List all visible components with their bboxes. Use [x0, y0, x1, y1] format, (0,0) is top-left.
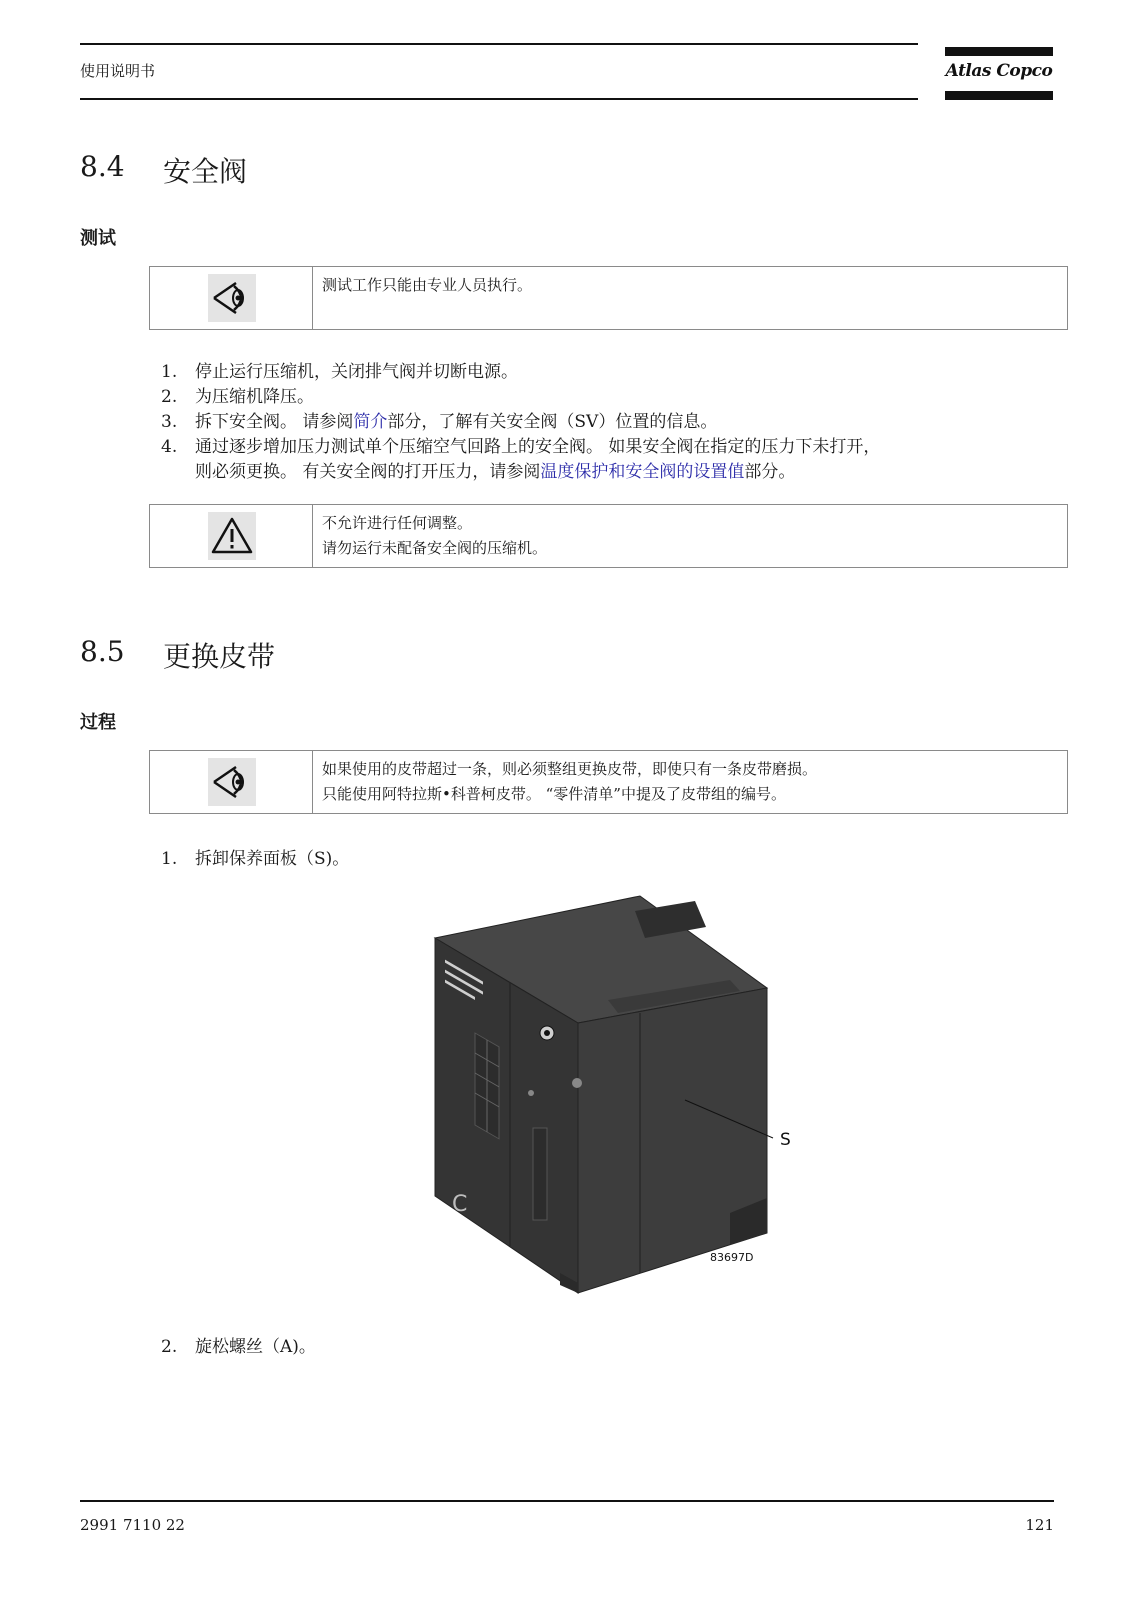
warning-box	[149, 504, 1068, 568]
steps-list	[161, 360, 880, 485]
section-number: 8.4	[80, 150, 125, 183]
subheading: 过程	[80, 712, 116, 733]
list-item: 2. 为压缩机降压。	[161, 387, 314, 407]
section-title: 更换皮带	[163, 640, 276, 673]
warning-triangle-icon	[208, 512, 256, 560]
note-text: 测试工作只能由专业人员执行。	[322, 276, 533, 294]
list-item: 3. 拆下安全阀。 请参阅简介部分，了解有关安全阀（SV）位置的信息。	[161, 412, 718, 432]
figure-callout-s: S	[780, 1130, 791, 1150]
list-item: 1. 拆卸保养面板（S)。	[161, 849, 350, 869]
subheading: 测试	[80, 228, 116, 249]
page-number: 121	[1025, 1516, 1054, 1534]
document-title: 使用说明书	[80, 62, 156, 80]
list-item: 4. 通过逐步增加压力测试单个压缩空气回路上的安全阀。 如果安全阀在指定的压力下未打开， 则必须更换。 有关安全阀的打开压力，请参阅温度保护和安全阀的设置值部分。	[161, 437, 881, 482]
document-number: 2991 7110 22	[80, 1516, 185, 1534]
note-box	[149, 750, 1068, 814]
figure-code: 83697D	[710, 1251, 754, 1264]
header-rule-top	[80, 43, 918, 45]
section-number: 8.5	[80, 635, 125, 668]
note-text: 如果使用的皮带超过一条，则必须整组更换皮带，即使只有一条皮带磨损。	[322, 760, 818, 778]
compressor-figure	[430, 893, 820, 1328]
steps-list	[161, 1335, 316, 1360]
eye-caution-icon	[208, 274, 256, 322]
eye-caution-icon	[208, 758, 256, 806]
note-text: 只能使用阿特拉斯•科普柯皮带。 “零件清单”中提及了皮带组的编号。	[322, 785, 786, 803]
warning-text: 请勿运行未配备安全阀的压缩机。	[322, 539, 548, 557]
note-box	[149, 266, 1068, 330]
link-settings[interactable]: 温度保护和安全阀的设置值	[540, 462, 745, 482]
atlas-copco-logo	[945, 47, 1053, 101]
section-title: 安全阀	[163, 155, 248, 188]
svg-text:C: C	[452, 1192, 468, 1217]
header-rule-bottom	[80, 98, 918, 100]
list-item: 1. 停止运行压缩机，关闭排气阀并切断电源。	[161, 362, 518, 382]
footer-rule	[80, 1500, 1054, 1502]
link-introduction[interactable]: 简介	[353, 412, 388, 432]
logo-wordmark: Atlas Copco	[945, 61, 1053, 81]
steps-list	[161, 847, 349, 872]
list-item: 2. 旋松螺丝（A)。	[161, 1337, 316, 1357]
warning-text: 不允许进行任何调整。	[322, 514, 473, 532]
